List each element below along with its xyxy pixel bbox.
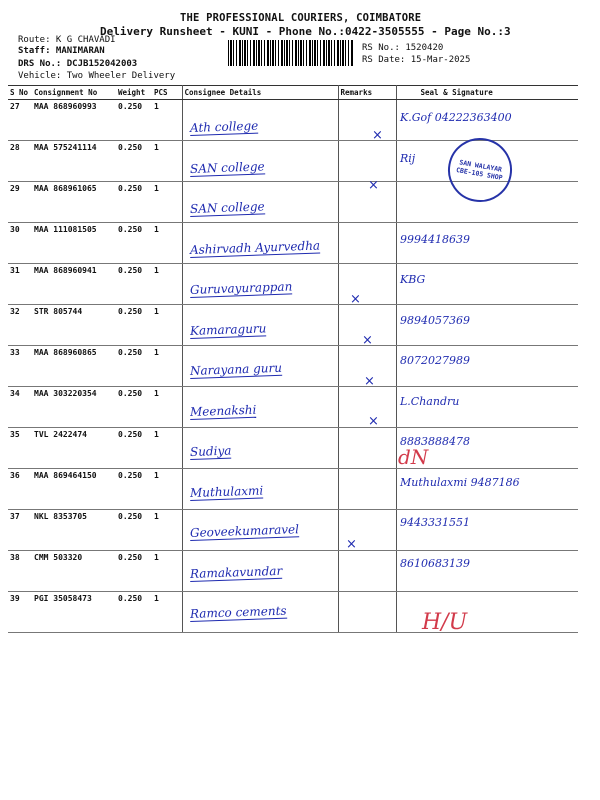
cell-sno: 30 (8, 223, 32, 264)
dn-mark: dN (398, 445, 429, 469)
cell-cn: PGI 35058473 (32, 592, 116, 633)
cell-pcs: 1 (152, 141, 182, 182)
hu-mark: H/U (422, 610, 468, 635)
table-row (8, 387, 578, 428)
consignee-name: Ashirvadh Ayurvedha (189, 237, 321, 257)
signature: 9994418639 (400, 232, 470, 246)
table-row (8, 428, 578, 469)
cell-weight: 0.250 (116, 264, 152, 305)
vehicle-label: Vehicle: Two Wheeler Delivery (18, 71, 176, 81)
col-consignee: Consignee Details (182, 86, 338, 100)
cell-weight: 0.250 (116, 141, 152, 182)
signature: 9443331551 (400, 516, 470, 529)
cell-sno: 28 (8, 141, 32, 182)
cross-mark: × (368, 414, 379, 429)
cell-cn: MAA 575241114 (32, 141, 116, 182)
table-row (8, 346, 578, 387)
cell-sno: 27 (8, 100, 32, 141)
consignee-name: SAN college (189, 199, 265, 216)
cell-pcs: 1 (152, 428, 182, 469)
cell-pcs: 1 (152, 305, 182, 346)
cell-pcs: 1 (152, 223, 182, 264)
remarks-cell (338, 469, 396, 510)
cell-cn: CMM 503320 (32, 551, 116, 592)
staff-label: Staff: MANIMARAN (18, 46, 105, 56)
table-row (8, 264, 578, 305)
col-signature: Seal & Signature (396, 86, 578, 100)
rs-number: RS No.: 1520420 (362, 43, 444, 53)
signature: KBG (400, 273, 426, 286)
route-label: Route: K G CHAVADI (18, 35, 116, 45)
signature: K.Gof 04222363400 (400, 111, 512, 124)
remarks-cell (338, 264, 396, 305)
cell-sno: 36 (8, 469, 32, 510)
cell-weight: 0.250 (116, 305, 152, 346)
company-title: THE PROFESSIONAL COURIERS, COIMBATORE (180, 12, 422, 24)
barcode (228, 40, 354, 66)
col-remarks: Remarks (338, 86, 396, 100)
cell-weight: 0.250 (116, 346, 152, 387)
cell-weight: 0.250 (116, 223, 152, 264)
consignee-name: Ramakavundar (189, 563, 283, 581)
table-row (8, 592, 578, 633)
cell-weight: 0.250 (116, 510, 152, 551)
table-header-row (8, 86, 578, 100)
cell-weight: 0.250 (116, 551, 152, 592)
consignee-name: Guruvayurappan (189, 279, 293, 297)
cell-weight: 0.250 (116, 100, 152, 141)
cell-sno: 32 (8, 305, 32, 346)
remarks-cell (338, 551, 396, 592)
remarks-cell (338, 182, 396, 223)
seal-stamp: SAN WALAYAR CBE-105 SHOP (443, 133, 517, 207)
cell-cn: MAA 111081505 (32, 223, 116, 264)
cell-weight: 0.250 (116, 428, 152, 469)
table-row (8, 305, 578, 346)
cell-pcs: 1 (152, 346, 182, 387)
cell-pcs: 1 (152, 469, 182, 510)
cell-cn: MAA 303220354 (32, 387, 116, 428)
col-sno: S No (8, 86, 32, 100)
remarks-cell (338, 141, 396, 182)
cell-weight: 0.250 (116, 592, 152, 633)
cell-sno: 35 (8, 428, 32, 469)
remarks-cell (338, 592, 396, 633)
cross-mark: × (364, 374, 375, 389)
cell-weight: 0.250 (116, 182, 152, 223)
cell-cn: NKL 8353705 (32, 510, 116, 551)
cell-sno: 33 (8, 346, 32, 387)
rs-date: RS Date: 15-Mar-2025 (362, 55, 471, 65)
cell-weight: 0.250 (116, 469, 152, 510)
signature: 8072027989 (400, 354, 470, 367)
cell-pcs: 1 (152, 100, 182, 141)
table-row (8, 551, 578, 592)
cell-pcs: 1 (152, 592, 182, 633)
cross-mark: × (350, 292, 361, 307)
cell-cn: STR 805744 (32, 305, 116, 346)
signature: 8610683139 (400, 556, 470, 570)
consignee-name: Meenakshi (189, 402, 257, 419)
cell-sno: 38 (8, 551, 32, 592)
col-weight: Weight (116, 86, 152, 100)
cell-weight: 0.250 (116, 387, 152, 428)
cell-cn: TVL 2422474 (32, 428, 116, 469)
cross-mark: × (346, 537, 357, 552)
signature: Muthulaxmi 9487186 (400, 475, 520, 489)
remarks-cell (338, 100, 396, 141)
remarks-cell (338, 387, 396, 428)
remarks-cell (338, 223, 396, 264)
cross-mark: × (362, 333, 373, 348)
cell-pcs: 1 (152, 510, 182, 551)
consignee-name: Geoveekumaravel (189, 522, 300, 540)
consignee-name: SAN college (189, 158, 265, 176)
signature: 9894057369 (400, 313, 470, 327)
cell-cn: MAA 868960941 (32, 264, 116, 305)
cell-pcs: 1 (152, 387, 182, 428)
col-pcs: PCS (152, 86, 182, 100)
cell-cn: MAA 868961065 (32, 182, 116, 223)
consignee-name: Muthulaxmi (189, 482, 264, 500)
consignee-name: Narayana guru (189, 360, 283, 378)
runsheet-subtitle: Delivery Runsheet - KUNI - Phone No.:0422-3505555 - Page No.:3 (100, 25, 511, 38)
cell-sno: 31 (8, 264, 32, 305)
col-consignment: Consignment No (32, 86, 116, 100)
cell-cn: MAA 868960865 (32, 346, 116, 387)
cell-pcs: 1 (152, 264, 182, 305)
consignee-name: Ath college (189, 118, 259, 135)
signature: L.Chandru (400, 394, 460, 408)
signature: Rij (400, 151, 416, 165)
consignee-name: Kamaraguru (189, 320, 267, 338)
signature: 8883888478 (400, 435, 470, 448)
cell-cn: MAA 869464150 (32, 469, 116, 510)
cross-mark: × (368, 178, 379, 193)
cell-sno: 29 (8, 182, 32, 223)
cell-sno: 37 (8, 510, 32, 551)
cell-pcs: 1 (152, 182, 182, 223)
cell-cn: MAA 868960993 (32, 100, 116, 141)
cell-pcs: 1 (152, 551, 182, 592)
remarks-cell (338, 428, 396, 469)
cell-sno: 34 (8, 387, 32, 428)
consignee-name: Sudiya (189, 443, 232, 459)
drs-label: DRS No.: DCJB152042003 (18, 59, 138, 69)
cell-sno: 39 (8, 592, 32, 633)
consignee-name: Ramco cements (189, 603, 287, 621)
cross-mark: × (372, 128, 383, 143)
